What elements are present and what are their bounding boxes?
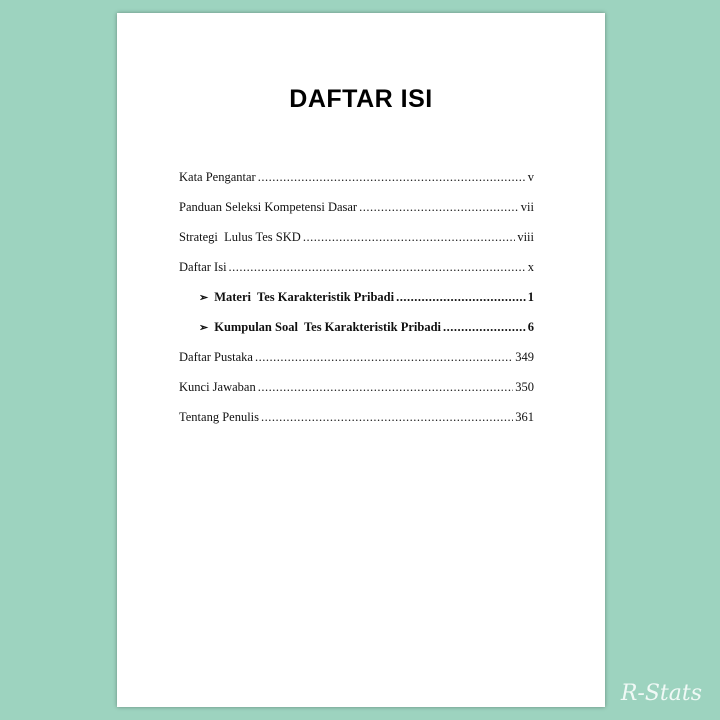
dot-leader [396, 290, 526, 305]
toc-entry-page: 6 [527, 320, 534, 334]
toc-entry-label: Kumpulan Soal Tes Karakteristik Pribadi [214, 320, 442, 334]
toc-entry-kunci-jawaban [179, 380, 534, 410]
arrow-bullet-icon: ➢ [199, 292, 209, 304]
toc-subentry-kumpulan-soal [179, 320, 534, 350]
toc-entry-page: vii [520, 200, 534, 214]
dot-leader [443, 320, 526, 335]
dot-leader [258, 170, 526, 185]
toc-entry-page: 1 [527, 290, 534, 304]
toc-entry-page: x [527, 260, 534, 274]
arrow-bullet-icon: ➢ [199, 322, 209, 334]
book-page [117, 13, 605, 707]
dot-leader [255, 350, 513, 365]
toc-entry-page: 350 [515, 380, 534, 394]
toc-entry-label: Daftar Pustaka [179, 350, 253, 364]
toc-entry-tentang-penulis [179, 410, 534, 440]
watermark: R-Stats [620, 681, 702, 706]
toc-entry-label: Materi Tes Karakteristik Pribadi [214, 290, 395, 304]
dot-leader [229, 260, 526, 275]
dot-leader [258, 380, 514, 395]
toc-entry-daftar-pustaka [179, 350, 534, 380]
toc-entry-label: Tentang Penulis [179, 410, 260, 424]
toc-entry-page: 349 [515, 350, 534, 364]
toc-entry-label: Kata Pengantar [179, 170, 256, 184]
dot-leader [303, 230, 516, 245]
dot-leader [359, 200, 519, 215]
toc-entry-kata-pengantar [179, 170, 534, 200]
toc-entry-label: Kunci Jawaban [179, 380, 256, 394]
toc-entry-page: 361 [515, 410, 534, 424]
toc-subentry-materi [179, 290, 534, 320]
toc-entry-daftar-isi [179, 260, 534, 290]
toc-entry-strategi [179, 230, 534, 260]
toc-entry-label: Strategi Lulus Tes SKD [179, 230, 301, 244]
page-title: DAFTAR ISI [289, 85, 433, 113]
dot-leader [261, 410, 513, 425]
toc-entry-panduan [179, 200, 534, 230]
toc-entry-page: v [527, 170, 534, 184]
toc-entry-label: Daftar Isi [179, 260, 227, 274]
toc-entry-label: Panduan Seleksi Kompetensi Dasar [179, 200, 358, 214]
toc-entry-page: viii [517, 230, 534, 244]
table-of-contents [179, 170, 534, 440]
